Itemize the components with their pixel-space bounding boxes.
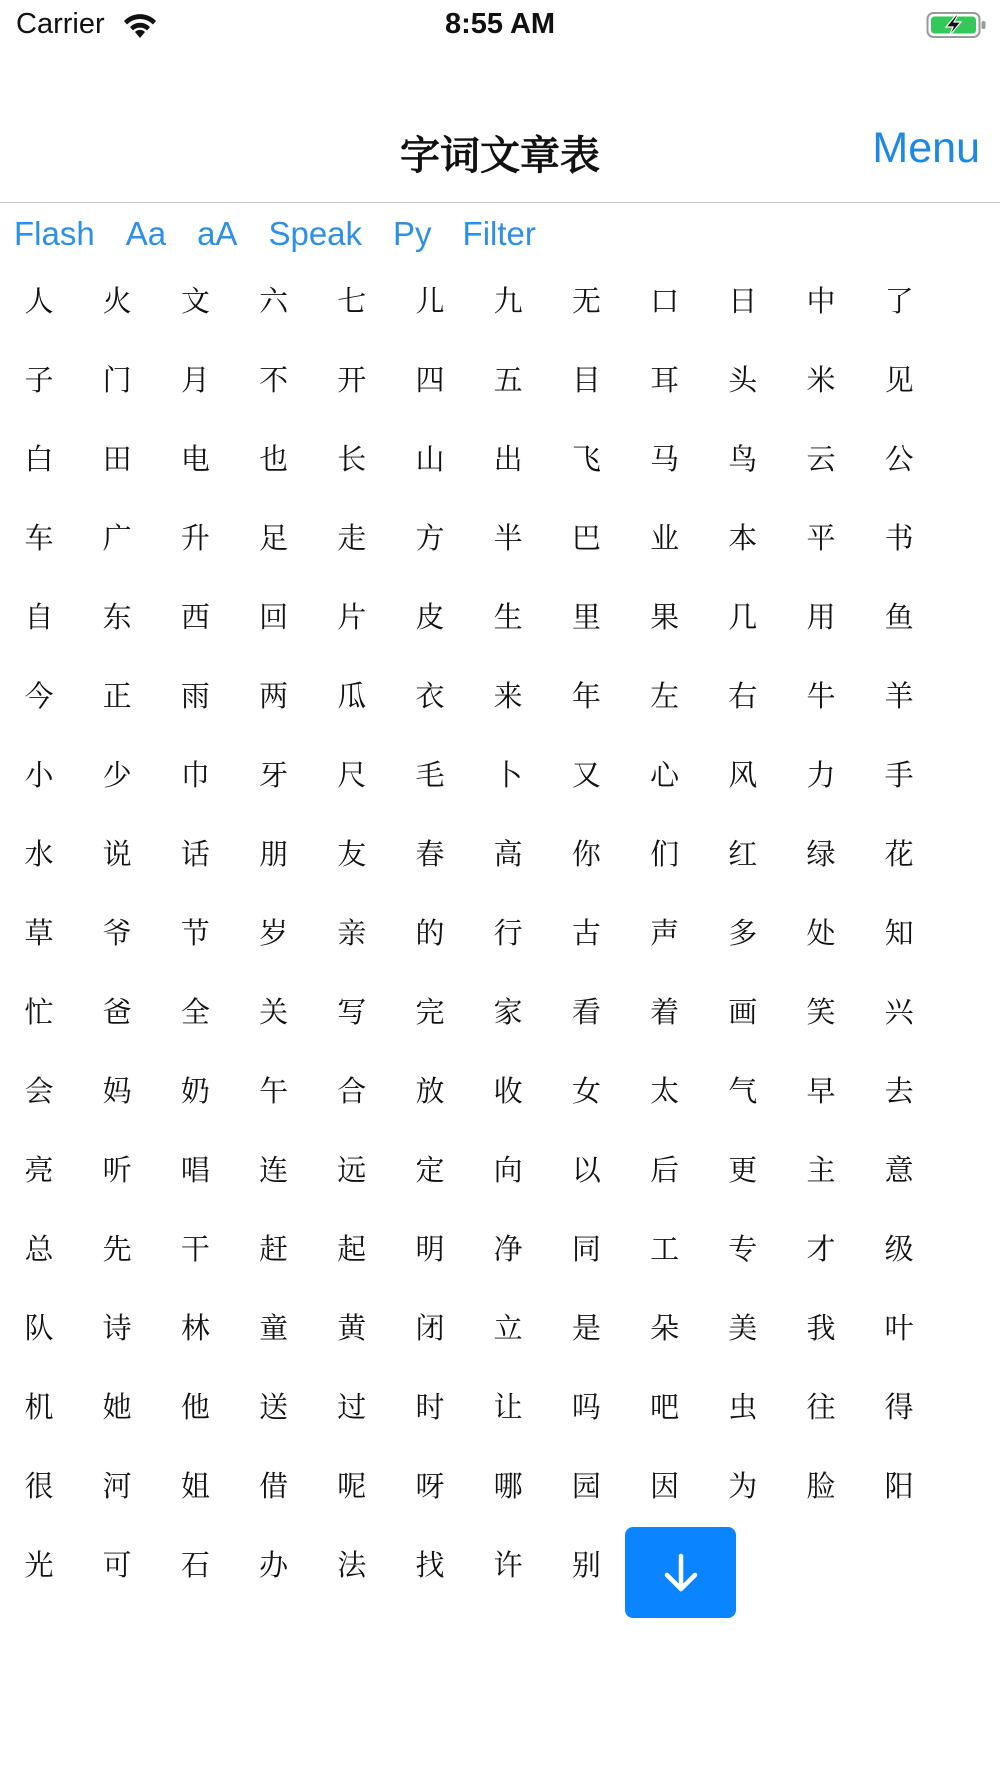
character-cell[interactable]: 石 (180, 1548, 210, 1582)
character-cell[interactable]: 子 (24, 363, 54, 397)
toolbar-button-aa[interactable]: Aa (125, 215, 167, 252)
character-cell[interactable]: 正 (102, 679, 132, 713)
character-cell[interactable]: 处 (806, 916, 836, 950)
character-cell[interactable]: 牙 (259, 758, 289, 792)
character-cell[interactable]: 光 (24, 1548, 54, 1582)
character-cell[interactable]: 头 (728, 363, 758, 397)
character-cell[interactable]: 去 (884, 1074, 914, 1108)
character-cell[interactable]: 主 (806, 1153, 836, 1187)
character-cell[interactable]: 脸 (806, 1469, 836, 1503)
character-cell[interactable]: 让 (493, 1390, 523, 1424)
page-title: 字词文章表 (400, 133, 600, 179)
character-cell[interactable]: 日 (728, 284, 758, 318)
character-cell[interactable]: 往 (806, 1390, 836, 1424)
status-bar (0, 0, 1000, 52)
character-cell[interactable]: 马 (650, 442, 680, 476)
character-cell[interactable]: 法 (337, 1548, 367, 1582)
character-cell[interactable]: 风 (728, 758, 758, 792)
character-cell[interactable]: 林 (180, 1311, 210, 1345)
character-cell[interactable]: 耳 (650, 363, 680, 397)
character-cell[interactable]: 时 (415, 1390, 445, 1424)
character-cell[interactable]: 两 (259, 679, 289, 713)
character-cell[interactable]: 吧 (650, 1390, 680, 1424)
character-cell[interactable]: 爷 (102, 916, 132, 950)
character-cell[interactable]: 队 (24, 1311, 54, 1345)
character-cell[interactable]: 毛 (415, 758, 445, 792)
character-cell[interactable]: 为 (728, 1469, 758, 1503)
character-cell[interactable]: 西 (180, 600, 210, 634)
character-cell[interactable]: 着 (650, 995, 680, 1029)
character-cell[interactable]: 他 (180, 1390, 210, 1424)
character-cell[interactable]: 明 (415, 1232, 445, 1266)
character-cell[interactable]: 童 (259, 1311, 289, 1345)
character-cell[interactable]: 关 (259, 995, 289, 1029)
character-cell[interactable]: 起 (337, 1232, 367, 1266)
character-cell[interactable]: 赶 (259, 1232, 289, 1266)
character-cell[interactable]: 高 (493, 837, 523, 871)
character-cell[interactable]: 心 (650, 758, 680, 792)
character-cell[interactable]: 吗 (571, 1390, 601, 1424)
character-cell[interactable]: 卜 (493, 758, 523, 792)
character-cell[interactable]: 找 (415, 1548, 445, 1582)
character-cell[interactable]: 很 (24, 1469, 54, 1503)
character-cell[interactable]: 机 (24, 1390, 54, 1424)
character-cell[interactable]: 河 (102, 1469, 132, 1503)
arrow-down-icon (661, 1551, 701, 1595)
character-cell[interactable]: 以 (571, 1153, 601, 1187)
character-cell[interactable]: 车 (24, 521, 54, 555)
character-cell[interactable]: 水 (24, 837, 54, 871)
character-cell[interactable]: 说 (102, 837, 132, 871)
carrier-label: Carrier (16, 8, 105, 40)
character-cell[interactable]: 会 (24, 1074, 54, 1108)
character-cell[interactable]: 虫 (728, 1390, 758, 1424)
character-cell[interactable]: 红 (728, 837, 758, 871)
character-cell[interactable]: 过 (337, 1390, 367, 1424)
character-cell[interactable]: 哪 (493, 1469, 523, 1503)
character-cell[interactable]: 收 (493, 1074, 523, 1108)
character-cell[interactable]: 因 (650, 1469, 680, 1503)
character-cell[interactable]: 绿 (806, 837, 836, 871)
character-cell[interactable]: 开 (337, 363, 367, 397)
character-cell[interactable]: 方 (415, 521, 445, 555)
character-cell[interactable]: 完 (415, 995, 445, 1029)
character-cell[interactable]: 全 (180, 995, 210, 1029)
character-cell[interactable]: 岁 (259, 916, 289, 950)
character-cell[interactable]: 妈 (102, 1074, 132, 1108)
character-cell[interactable]: 多 (728, 916, 758, 950)
character-cell[interactable]: 里 (571, 600, 601, 634)
character-cell[interactable]: 花 (884, 837, 914, 871)
character-cell[interactable]: 唱 (180, 1153, 210, 1187)
character-cell[interactable]: 叶 (884, 1311, 914, 1345)
character-cell[interactable]: 草 (24, 916, 54, 950)
character-cell[interactable]: 巾 (180, 758, 210, 792)
character-cell[interactable]: 左 (650, 679, 680, 713)
character-cell[interactable]: 长 (337, 442, 367, 476)
character-cell[interactable]: 中 (806, 284, 836, 318)
character-cell[interactable]: 兴 (884, 995, 914, 1029)
character-cell[interactable]: 田 (102, 442, 132, 476)
character-cell[interactable]: 四 (415, 363, 445, 397)
character-cell[interactable]: 行 (493, 916, 523, 950)
character-cell[interactable]: 衣 (415, 679, 445, 713)
character-cell[interactable]: 春 (415, 837, 445, 871)
character-cell[interactable]: 姐 (180, 1469, 210, 1503)
character-cell[interactable]: 送 (259, 1390, 289, 1424)
character-cell[interactable]: 飞 (571, 442, 601, 476)
character-cell[interactable]: 阳 (884, 1469, 914, 1503)
character-cell[interactable]: 们 (650, 837, 680, 871)
character-cell[interactable]: 写 (337, 995, 367, 1029)
character-cell[interactable]: 的 (415, 916, 445, 950)
character-cell[interactable]: 业 (650, 521, 680, 555)
character-cell[interactable]: 文 (180, 284, 210, 318)
character-cell[interactable]: 平 (806, 521, 836, 555)
character-cell[interactable]: 节 (180, 916, 210, 950)
character-cell[interactable]: 话 (180, 837, 210, 871)
character-cell[interactable]: 人 (24, 284, 54, 318)
character-cell[interactable]: 右 (728, 679, 758, 713)
status-time: 8:55 AM (444, 8, 556, 40)
character-cell[interactable]: 牛 (806, 679, 836, 713)
character-cell[interactable]: 本 (728, 521, 758, 555)
character-cell[interactable]: 你 (571, 837, 601, 871)
toolbar-button-aa[interactable]: aA (197, 215, 238, 252)
character-cell[interactable]: 同 (571, 1232, 601, 1266)
character-cell[interactable]: 黄 (337, 1311, 367, 1345)
character-cell[interactable]: 片 (337, 600, 367, 634)
character-cell[interactable]: 巴 (571, 521, 601, 555)
toolbar-button-speak[interactable]: Speak (268, 215, 363, 252)
character-cell[interactable]: 瓜 (337, 679, 367, 713)
character-cell[interactable]: 电 (180, 442, 210, 476)
character-cell[interactable]: 呢 (337, 1469, 367, 1503)
character-cell[interactable]: 太 (650, 1074, 680, 1108)
character-cell[interactable]: 升 (180, 521, 210, 555)
character-cell[interactable]: 早 (806, 1074, 836, 1108)
character-cell[interactable]: 古 (571, 916, 601, 950)
character-cell[interactable]: 声 (650, 916, 680, 950)
character-cell[interactable]: 放 (415, 1074, 445, 1108)
character-cell[interactable]: 出 (493, 442, 523, 476)
character-cell[interactable]: 云 (806, 442, 836, 476)
character-cell[interactable]: 几 (728, 600, 758, 634)
character-cell[interactable]: 广 (102, 521, 132, 555)
character-cell[interactable]: 合 (337, 1074, 367, 1108)
character-cell[interactable]: 朋 (259, 837, 289, 871)
character-cell[interactable]: 不 (259, 363, 289, 397)
character-cell[interactable]: 公 (884, 442, 914, 476)
character-cell[interactable]: 呀 (415, 1469, 445, 1503)
toolbar-button-py[interactable]: Py (393, 215, 432, 252)
character-cell[interactable]: 又 (571, 758, 601, 792)
character-cell[interactable]: 午 (259, 1074, 289, 1108)
character-cell[interactable]: 九 (493, 284, 523, 318)
scroll-down-button[interactable] (625, 1527, 736, 1618)
character-cell[interactable]: 意 (884, 1153, 914, 1187)
character-cell[interactable]: 级 (884, 1232, 914, 1266)
character-cell[interactable]: 朵 (650, 1311, 680, 1345)
character-cell[interactable]: 年 (571, 679, 601, 713)
character-cell[interactable]: 是 (571, 1311, 601, 1345)
character-cell[interactable]: 雨 (180, 679, 210, 713)
character-cell[interactable]: 儿 (415, 284, 445, 318)
character-cell[interactable]: 更 (728, 1153, 758, 1187)
character-cell[interactable]: 鱼 (884, 600, 914, 634)
character-cell[interactable]: 借 (259, 1469, 289, 1503)
character-cell[interactable]: 皮 (415, 600, 445, 634)
menu-button[interactable]: Menu (872, 124, 980, 172)
navigation-bar (0, 96, 1000, 203)
character-cell[interactable]: 爸 (102, 995, 132, 1029)
character-cell[interactable]: 了 (884, 284, 914, 318)
character-cell[interactable]: 无 (571, 284, 601, 318)
character-cell[interactable]: 别 (571, 1548, 601, 1582)
character-cell[interactable]: 半 (493, 521, 523, 555)
character-cell[interactable]: 家 (493, 995, 523, 1029)
character-cell[interactable]: 工 (650, 1232, 680, 1266)
character-cell[interactable]: 羊 (884, 679, 914, 713)
character-cell[interactable]: 奶 (180, 1074, 210, 1108)
character-cell[interactable]: 米 (806, 363, 836, 397)
character-cell[interactable]: 足 (259, 521, 289, 555)
character-cell[interactable]: 目 (571, 363, 601, 397)
character-cell[interactable]: 她 (102, 1390, 132, 1424)
character-cell[interactable]: 亮 (24, 1153, 54, 1187)
character-cell[interactable]: 用 (806, 600, 836, 634)
character-cell[interactable]: 友 (337, 837, 367, 871)
character-cell[interactable]: 笑 (806, 995, 836, 1029)
character-cell[interactable]: 回 (259, 600, 289, 634)
character-cell[interactable]: 听 (102, 1153, 132, 1187)
character-cell[interactable]: 今 (24, 679, 54, 713)
character-cell[interactable]: 也 (259, 442, 289, 476)
character-cell[interactable]: 鸟 (728, 442, 758, 476)
character-cell[interactable]: 先 (102, 1232, 132, 1266)
character-cell[interactable]: 六 (259, 284, 289, 318)
toolbar (14, 212, 567, 256)
character-cell[interactable]: 定 (415, 1153, 445, 1187)
character-cell[interactable]: 知 (884, 916, 914, 950)
character-cell[interactable]: 连 (259, 1153, 289, 1187)
character-cell[interactable]: 七 (337, 284, 367, 318)
character-cell[interactable]: 办 (259, 1548, 289, 1582)
character-cell[interactable]: 小 (24, 758, 54, 792)
character-cell[interactable]: 女 (571, 1074, 601, 1108)
character-cell[interactable]: 得 (884, 1390, 914, 1424)
character-cell[interactable]: 干 (180, 1232, 210, 1266)
toolbar-button-filter[interactable]: Filter (462, 215, 536, 252)
character-cell[interactable]: 少 (102, 758, 132, 792)
character-cell[interactable]: 专 (728, 1232, 758, 1266)
character-cell[interactable]: 手 (884, 758, 914, 792)
character-cell[interactable]: 山 (415, 442, 445, 476)
character-cell[interactable]: 尺 (337, 758, 367, 792)
character-cell[interactable]: 书 (884, 521, 914, 555)
character-cell[interactable]: 白 (24, 442, 54, 476)
character-cell[interactable]: 诗 (102, 1311, 132, 1345)
character-cell[interactable]: 见 (884, 363, 914, 397)
character-cell[interactable]: 东 (102, 600, 132, 634)
character-cell[interactable]: 闭 (415, 1311, 445, 1345)
character-cell[interactable]: 走 (337, 521, 367, 555)
character-cell[interactable]: 我 (806, 1311, 836, 1345)
character-cell[interactable]: 可 (102, 1548, 132, 1582)
character-cell[interactable]: 力 (806, 758, 836, 792)
character-cell[interactable]: 来 (493, 679, 523, 713)
character-cell[interactable]: 远 (337, 1153, 367, 1187)
character-cell[interactable]: 门 (102, 363, 132, 397)
character-cell[interactable]: 美 (728, 1311, 758, 1345)
character-cell[interactable]: 向 (493, 1153, 523, 1187)
character-cell[interactable]: 火 (102, 284, 132, 318)
character-cell[interactable]: 自 (24, 600, 54, 634)
character-cell[interactable]: 立 (493, 1311, 523, 1345)
character-cell[interactable]: 总 (24, 1232, 54, 1266)
character-cell[interactable]: 月 (180, 363, 210, 397)
character-cell[interactable]: 口 (650, 284, 680, 318)
battery-charging-icon (926, 10, 988, 40)
character-cell[interactable]: 看 (571, 995, 601, 1029)
character-cell[interactable]: 气 (728, 1074, 758, 1108)
character-cell[interactable]: 画 (728, 995, 758, 1029)
toolbar-button-flash[interactable]: Flash (14, 215, 95, 252)
character-cell[interactable]: 果 (650, 600, 680, 634)
character-cell[interactable]: 忙 (24, 995, 54, 1029)
character-cell[interactable]: 才 (806, 1232, 836, 1266)
character-cell[interactable]: 许 (493, 1548, 523, 1582)
character-cell[interactable]: 净 (493, 1232, 523, 1266)
character-cell[interactable]: 园 (571, 1469, 601, 1503)
character-cell[interactable]: 亲 (337, 916, 367, 950)
character-cell[interactable]: 生 (493, 600, 523, 634)
character-cell[interactable]: 五 (493, 363, 523, 397)
character-cell[interactable]: 后 (650, 1153, 680, 1187)
